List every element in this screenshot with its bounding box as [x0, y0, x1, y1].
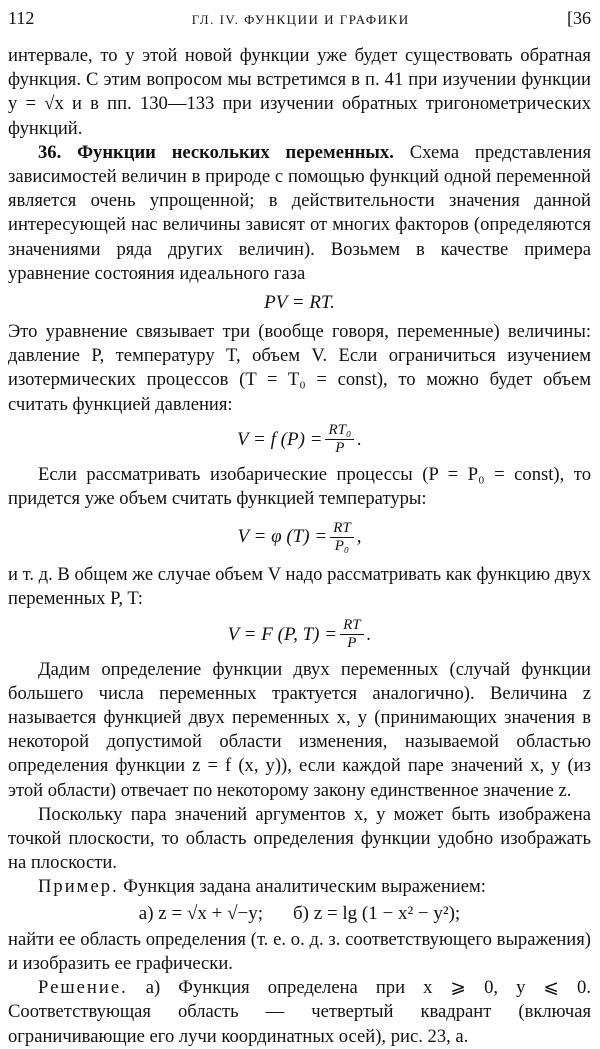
- equation-punct: ,: [356, 526, 362, 548]
- section-marker: [36: [567, 8, 591, 28]
- solution-text: а) Функция определена при x ⩾ 0, y ⩽ 0. Соответствующая область — четвертый квадрант (включая ограничивающие его лучи координатных осей), рис. 23, а.: [8, 977, 591, 1047]
- equation-b: б) z = lg (1 − x² − y²);: [293, 902, 461, 924]
- equation-punct: .: [366, 623, 372, 645]
- equation-v-of-p-t: [8, 612, 591, 658]
- page-number: 112: [8, 8, 35, 28]
- fraction-denominator: P₀: [334, 537, 350, 554]
- equation-a: а) z = √x + √−y;: [138, 902, 264, 924]
- example-text: Функция задана аналитическим выражением:: [123, 876, 486, 898]
- section-36-intro: [8, 141, 591, 286]
- paragraph-definition: Дадим определение функции двух переменных (случай функции большего числа переменных трактуется аналогично). Величина z называется функцией двух переменных x, y (принимающих значения в некоторой допустимой области изменения, называемой областью определения функции z = f (x, y)), если каждой паре значений x, y (из этой области) отвечает по некоторому закону единственное значение z.: [8, 658, 591, 801]
- paragraph-isobaric: Если рассматривать изобарические процессы (P = P₀ = const), то придется уже объем считать функцией температуры:: [8, 463, 591, 510]
- equation-v-of-p: [8, 417, 591, 463]
- equation-punct: .: [357, 428, 362, 450]
- example-label: Пример.: [38, 876, 119, 898]
- example-statement: [8, 875, 591, 899]
- section-title: 36. Функции нескольких переменных.: [38, 141, 394, 163]
- running-header: [8, 8, 591, 44]
- paragraph-task: найти ее область определения (т. е. о. д. з. соответствующего выражения) и изобразить ее графически.: [8, 928, 591, 974]
- fraction: [330, 520, 354, 555]
- paragraph-domain-plane: Поскольку пара значений аргументов x, y может быть изображена точкой плоскости, то область определения функции удобно изображать на плоскости.: [8, 803, 591, 874]
- fraction-numerator: RT: [340, 617, 364, 635]
- example-equations: [8, 900, 591, 928]
- equation-lhs: V = f (P) =: [237, 428, 323, 450]
- fraction-numerator: RT: [330, 520, 354, 538]
- equation-lhs: V = F (P, T) =: [227, 623, 338, 645]
- paragraph-general-case: и т. д. В общем же случае объем V надо рассматривать как функцию двух переменных P, T:: [8, 564, 591, 610]
- equation-lhs: V = φ (T) =: [237, 526, 328, 548]
- chapter-title: ГЛ. IV. ФУНКЦИИ И ГРАФИКИ: [191, 12, 410, 27]
- solution-label: Решение.: [38, 977, 128, 999]
- equation-ideal-gas: PV = RT.: [264, 292, 335, 314]
- fraction: [340, 617, 364, 652]
- paragraph-text: Схема представления зависимостей величин в природе с помощью функций одной переменной является очень упрощенной; в действительности значения данной интересующей нас величины зависят от многих факторов (определяются значениями ряда других величин). Возьмем в качестве примера уравнение состояния идеального газа: [8, 141, 591, 284]
- paragraph-continuation: интервале, то у этой новой функции уже будет существовать обратная функция. С этим вопросом мы встретимся в п. 41 при изучении функции y = √x и в пп. 130—133 при изучении обратных тригонометрических функций.: [8, 45, 591, 139]
- fraction: [325, 422, 354, 457]
- solution: [8, 976, 591, 1049]
- paragraph-isothermal: Это уравнение связывает три (вообще говоря, переменные) величины: давление P, температуру T, объем V. Если ограничиться изучением изотермических процессов (T = T₀ = const), то можно будет объем считать функцией давления:: [8, 321, 591, 415]
- fraction-numerator: RT₀: [325, 422, 354, 440]
- fraction-denominator: P: [335, 440, 345, 457]
- fraction-denominator: P: [347, 635, 357, 652]
- equation-v-of-t: [8, 511, 591, 563]
